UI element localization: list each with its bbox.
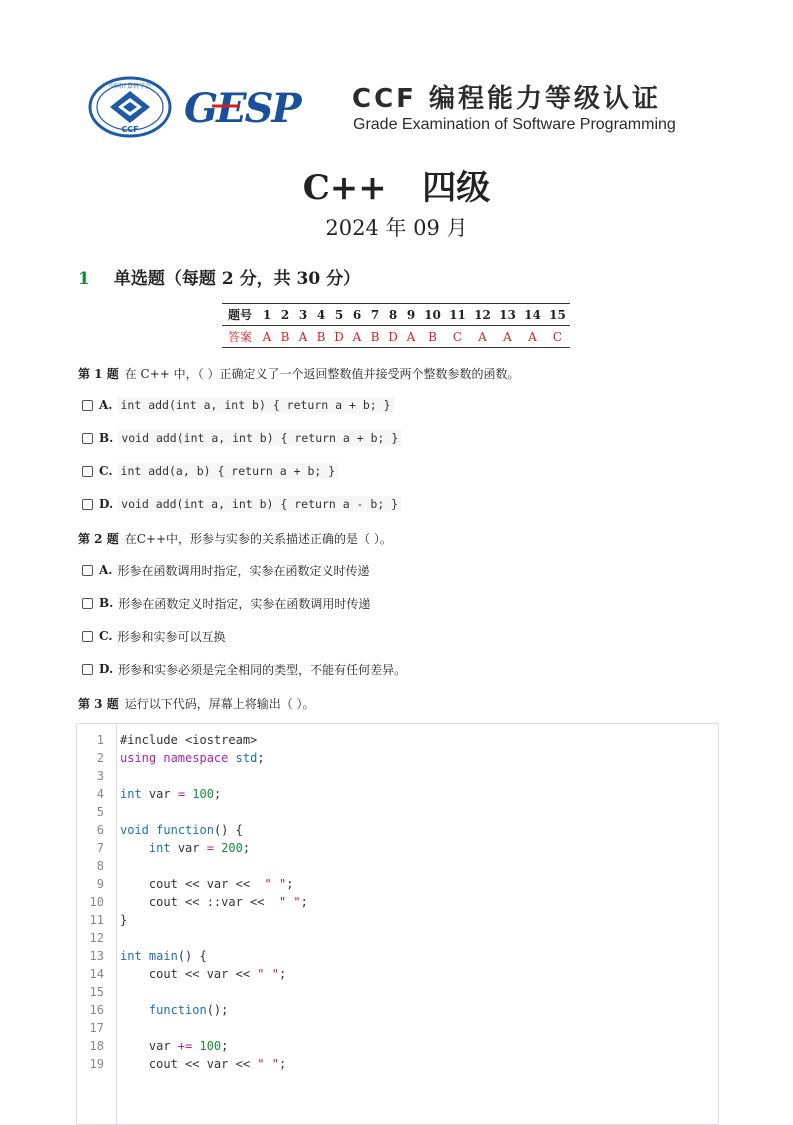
option-text: 形参在函数定义时指定，实参在函数调用时传递	[118, 596, 371, 611]
q2-option-d[interactable]	[82, 660, 406, 678]
svg-text:CCF: CCF	[121, 125, 139, 134]
question-number-cell: 7	[366, 304, 384, 326]
q1-option-b[interactable]	[82, 429, 401, 447]
line-number: 17	[89, 1021, 104, 1035]
q2-option-a[interactable]	[82, 561, 370, 579]
line-number: 3	[96, 769, 104, 783]
answer-cell: B	[428, 329, 437, 344]
question-number-cell: 13	[495, 304, 520, 326]
option-text: 形参和实参必须是完全相同的类型，不能有任何差异。	[118, 662, 407, 677]
code-text	[104, 983, 120, 1001]
answer-cell: D	[334, 329, 344, 344]
checkbox[interactable]	[82, 433, 93, 444]
header-label: 题号	[222, 304, 258, 326]
code-line	[77, 731, 718, 749]
answer-table-header-row	[222, 304, 570, 326]
line-number: 1	[96, 733, 104, 747]
header-subtitle: Grade Examination of Software Programming	[353, 116, 676, 133]
option-letter: A.	[99, 563, 113, 577]
code-text: var += 100;	[120, 1039, 229, 1053]
question-number-cell: 3	[294, 304, 312, 326]
code-text	[104, 857, 120, 875]
answer-table	[222, 303, 570, 348]
question-label: 第 2 题	[78, 532, 119, 546]
q2-option-b[interactable]	[82, 594, 370, 612]
line-number: 8	[96, 859, 104, 873]
code-line	[77, 1037, 718, 1055]
answer-cell: A	[528, 329, 537, 344]
question-label: 第 3 题	[78, 697, 119, 711]
question-number-cell: 11	[445, 304, 470, 326]
line-number: 2	[96, 751, 104, 765]
question-number-cell: 14	[520, 304, 545, 326]
answer-cell: B	[280, 329, 290, 344]
answer-label: 答案	[227, 330, 252, 344]
line-number: 9	[96, 877, 104, 891]
code-line	[77, 785, 718, 803]
answer-cell: C	[552, 329, 563, 344]
answer-cell: B	[316, 329, 326, 344]
code-line	[77, 749, 718, 767]
code-text	[104, 929, 120, 947]
header-title: CCF 编程能力等级认证	[352, 84, 661, 114]
line-number: 19	[89, 1057, 104, 1071]
line-number: 7	[96, 841, 104, 855]
question-number-cell: 2	[276, 304, 294, 326]
line-number: 16	[89, 1003, 104, 1017]
question-text: 在 C++ 中，（ ）正确定义了一个返回整数值并接受两个整数参数的函数。	[124, 367, 520, 381]
svg-text:中国计算机学会: 中国计算机学会	[108, 83, 152, 90]
option-letter: D.	[99, 662, 114, 676]
code-line	[77, 1001, 718, 1019]
line-number: 18	[89, 1039, 104, 1053]
checkbox[interactable]	[82, 598, 93, 609]
page-header	[86, 74, 706, 140]
code-text: cout << ::var << " ";	[120, 895, 308, 909]
question-number-cell: 12	[470, 304, 495, 326]
code-line	[77, 965, 718, 983]
code-text	[104, 803, 120, 821]
question-3	[78, 695, 315, 712]
code-line	[77, 983, 718, 1001]
question-number-cell: 5	[330, 304, 348, 326]
line-number: 6	[96, 823, 104, 837]
checkbox[interactable]	[82, 466, 93, 477]
question-2	[78, 530, 392, 547]
code-line	[77, 893, 718, 911]
code-line	[77, 1055, 718, 1073]
code-text	[104, 767, 120, 785]
checkbox[interactable]	[82, 631, 93, 642]
option-letter: D.	[99, 497, 114, 511]
document-title: C++ 四级	[302, 168, 491, 208]
code-text: cout << var << " ";	[120, 1057, 287, 1071]
line-number: 14	[89, 967, 104, 981]
code-block	[76, 723, 719, 1125]
q2-option-c[interactable]	[82, 627, 226, 645]
answer-cell: C	[452, 329, 463, 344]
q1-option-d[interactable]	[82, 495, 401, 513]
question-label: 第 1 题	[78, 367, 119, 381]
checkbox[interactable]	[82, 565, 93, 576]
checkbox[interactable]	[82, 499, 93, 510]
answer-cell: A	[503, 329, 512, 344]
code-text: function();	[148, 1003, 229, 1017]
checkbox[interactable]	[82, 400, 93, 411]
option-code: int add(a, b) { return a + b; }	[118, 463, 339, 479]
question-number-cell: 6	[348, 304, 366, 326]
option-code: void add(int a, int b) { return a + b; }	[118, 430, 401, 446]
answer-cell: A	[352, 329, 362, 344]
code-text: cout << var << " ";	[120, 877, 294, 891]
code-text	[104, 1019, 120, 1037]
svg-text:GESP: GESP	[184, 86, 300, 130]
code-line	[77, 929, 718, 947]
code-text: int var = 100;	[120, 787, 222, 801]
answer-cell: A	[298, 329, 308, 344]
code-line	[77, 1019, 718, 1037]
code-text: cout << var << " ";	[120, 967, 287, 981]
line-number: 5	[96, 805, 104, 819]
question-number-cell: 1	[258, 304, 276, 326]
question-number-cell: 9	[402, 304, 420, 326]
line-number: 11	[89, 913, 104, 927]
question-number-cell: 15	[545, 304, 570, 326]
question-1	[78, 365, 519, 382]
line-number: 10	[89, 895, 104, 909]
code-text: void function() {	[120, 823, 243, 837]
code-line	[77, 821, 718, 839]
code-line	[77, 767, 718, 785]
question-number-cell: 10	[420, 304, 445, 326]
gesp-logo	[182, 86, 332, 130]
option-text: 形参在函数调用时指定，实参在函数定义时传递	[117, 563, 370, 578]
code-line	[77, 911, 718, 929]
answer-cell: A	[262, 329, 272, 344]
option-letter: C.	[99, 464, 113, 478]
code-line	[77, 857, 718, 875]
code-text: #include <iostream>	[120, 733, 258, 747]
answer-cell: B	[370, 329, 380, 344]
code-text: using namespace std;	[120, 751, 265, 765]
section-title: 单选题（每题 2 分，共 30 分）	[113, 269, 361, 289]
line-number: 4	[96, 787, 104, 801]
question-number-cell: 8	[384, 304, 402, 326]
line-number: 15	[89, 985, 104, 999]
code-line	[77, 803, 718, 821]
section-number: 1	[78, 269, 90, 289]
answer-cell: D	[388, 329, 398, 344]
answer-cell: A	[478, 329, 487, 344]
code-line	[77, 875, 718, 893]
q1-option-c[interactable]	[82, 462, 338, 480]
option-letter: A.	[99, 398, 113, 412]
code-line	[77, 839, 718, 857]
code-lines	[77, 731, 718, 1073]
option-code: int add(int a, int b) { return a + b; }	[118, 397, 394, 413]
option-text: 形参和实参可以互换	[117, 629, 226, 644]
option-letter: B.	[99, 431, 114, 445]
question-text: 在C++中，形参与实参的关系描述正确的是（ ）。	[124, 532, 392, 546]
option-code: void add(int a, int b) { return a - b; }	[118, 496, 401, 512]
answer-table-answer-row	[222, 326, 570, 348]
question-text: 运行以下代码，屏幕上将输出（ ）。	[124, 697, 315, 711]
line-number: 12	[89, 931, 104, 945]
code-text: int var = 200;	[148, 841, 251, 855]
ccf-logo	[88, 76, 172, 138]
option-letter: C.	[99, 629, 113, 643]
line-number: 13	[89, 949, 104, 963]
section-heading	[78, 264, 360, 289]
q1-option-a[interactable]	[82, 396, 394, 414]
code-text: int main() {	[120, 949, 207, 963]
code-text: }	[120, 913, 128, 927]
question-number-cell: 4	[312, 304, 330, 326]
document-date: 2024 年 09 月	[325, 216, 468, 240]
code-line	[77, 947, 718, 965]
answer-cell: A	[406, 329, 416, 344]
checkbox[interactable]	[82, 664, 93, 675]
option-letter: B.	[99, 596, 114, 610]
